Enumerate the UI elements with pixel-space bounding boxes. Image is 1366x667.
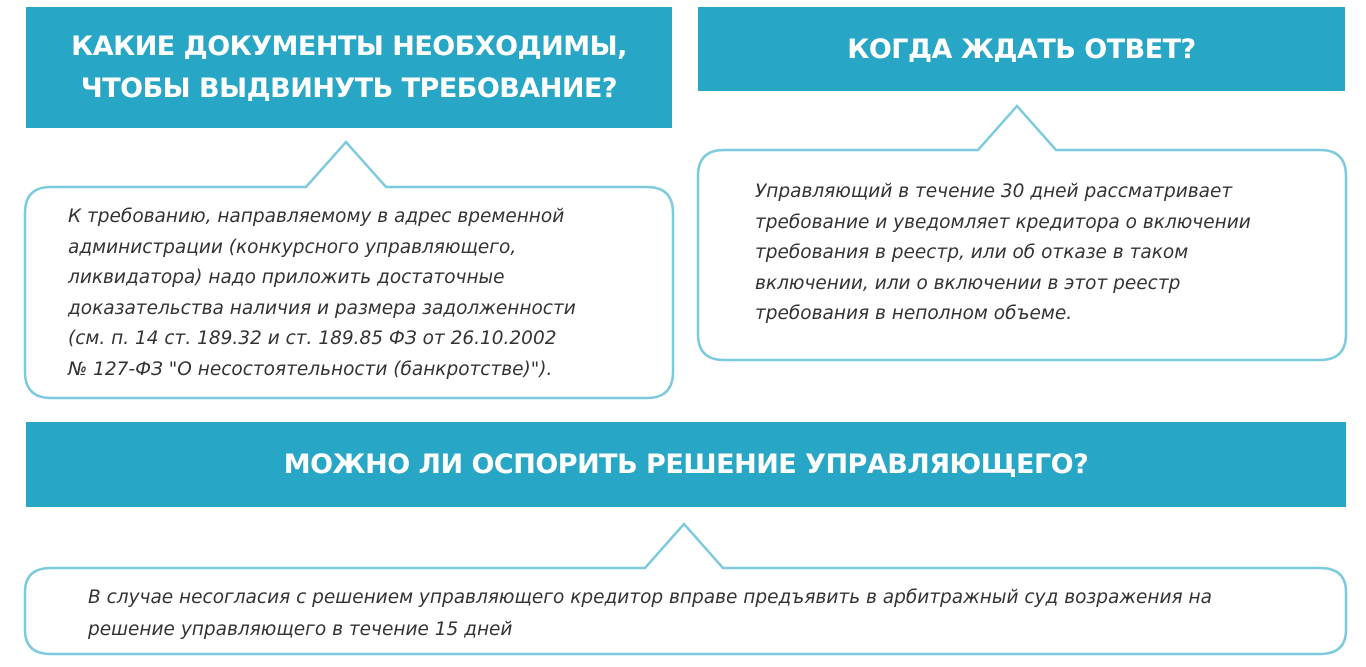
- text-line: (см. п. 14 ст. 189.32 и ст. 189.85 ФЗ от 26.10.2002: [68, 328, 557, 349]
- text-line: В случае несогласия с решением управляющего кредитор вправе предъявить в арбитражный суд возражения на: [88, 587, 1212, 608]
- heading-line: МОЖНО ЛИ ОСПОРИТЬ РЕШЕНИЕ УПРАВЛЯЮЩЕГО?: [283, 449, 1089, 480]
- text-line: решение управляющего в течение 15 дней: [88, 619, 513, 640]
- text-line: Управляющий в течение 30 дней рассматривает: [755, 181, 1233, 202]
- text-line: требование и уведомляет кредитора о включении: [755, 211, 1251, 233]
- text-line: требования в неполном объеме.: [755, 303, 1073, 324]
- text-line: включении, или о включении в этот реестр: [755, 272, 1181, 294]
- text-line: требования в реестр, или об отказе в таком: [755, 242, 1189, 263]
- callout-text-documents: [68, 202, 643, 385]
- heading-line: КАКИЕ ДОКУМЕНТЫ НЕОБХОДИМЫ,: [71, 30, 627, 62]
- text-line: ликвидатора) надо приложить достаточные: [68, 267, 505, 288]
- text-line: К требованию, направляемому в адрес временной: [68, 206, 565, 227]
- text-line: администрации (конкурсного управляющего,: [68, 236, 517, 258]
- callout-text-dispute: [88, 582, 1318, 646]
- text-line: № 127-ФЗ "О несостоятельности (банкротстве)").: [68, 358, 553, 380]
- heading-line: ЧТОБЫ ВЫДВИНУТЬ ТРЕБОВАНИЕ?: [80, 72, 618, 104]
- text-line: доказательства наличия и размера задолженности: [68, 297, 576, 319]
- heading-line: КОГДА ЖДАТЬ ОТВЕТ?: [847, 33, 1196, 65]
- callout-text-response-time: [755, 177, 1330, 330]
